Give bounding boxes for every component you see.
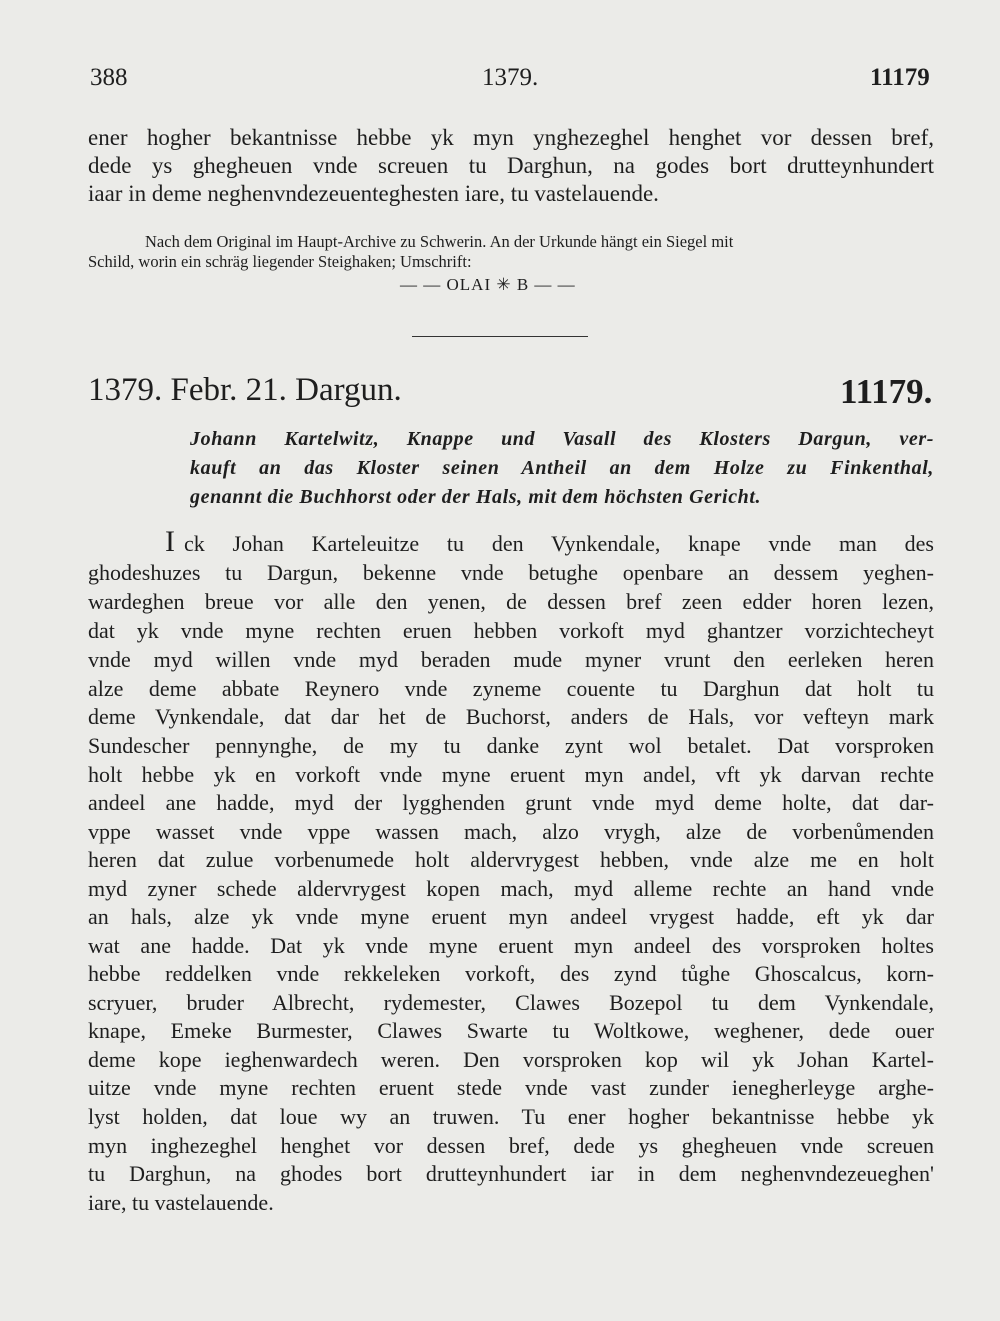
body-line: myd zyner schede aldervrygest kopen mach, myd alleme rechte an hand vnde — [88, 876, 934, 901]
body-line: deme kope ieghenwardech weren. Den vorsproken kop wil yk Johan Kartel- — [88, 1047, 934, 1072]
body-line: ghodeshuzes tu Dargun, bekenne vnde betughe openbare an dessem yeghen- — [88, 560, 934, 585]
body-line: dat yk vnde myne rechten eruen hebben vorkoft myd ghantzer vorzichtecheyt — [88, 618, 934, 643]
document-number: 11179. — [840, 372, 933, 411]
body-line: vppe wasset vnde vppe wassen mach, alzo vrygh, alze de vorbenůmenden — [88, 819, 934, 844]
prev-text-line: dede ys ghegheuen vnde screuen tu Darghun, na godes bort drutteynhundert — [88, 153, 934, 178]
body-line: tu Darghun, na ghodes bort drutteynhundert iar in dem neghenvndezeueghen' — [88, 1161, 934, 1186]
document-date-place: 1379. Febr. 21. Dargun. — [88, 372, 402, 408]
body-line: myn inghezeghel henghet vor dessen bref, dede ys ghegheuen vnde screuen — [88, 1133, 934, 1158]
body-line: wardeghen breue vor alle den yenen, de dessen bref zeen edder horen lezen, — [88, 589, 934, 614]
drop-capital: I — [165, 525, 175, 558]
body-line: vnde myd willen vnde myd beraden mude myner vrunt den eerleken heren — [88, 647, 934, 672]
body-line: lyst holden, dat loue wy an truwen. Tu ener hogher bekantnisse hebbe yk — [88, 1104, 934, 1129]
body-line: scryuer, bruder Albrecht, rydemester, Clawes Bozepol tu dem Vynkendale, — [88, 990, 934, 1015]
body-line: an hals, alze yk vnde myne eruent myn andeel vrygest hadde, eft yk dar — [88, 904, 934, 929]
body-line: heren dat zulue vorbenumede holt aldervrygest hebben, vnde alze me en holt — [88, 847, 934, 872]
prev-text-line: ener hogher bekantnisse hebbe yk myn ynghezeghel henghet vor dessen bref, — [88, 125, 934, 150]
prev-text-line: iaar in deme neghenvndezeuenteghesten iare, tu vastelauende. — [88, 181, 659, 206]
body-line: Sundescher pennynghe, de my tu danke zynt wol betalet. Dat vorsproken — [88, 733, 934, 758]
archive-note-line: Nach dem Original im Haupt-Archive zu Schwerin. An der Urkunde hängt ein Siegel mit — [145, 232, 734, 251]
regest-line: kauft an das Kloster seinen Antheil an dem Holze zu Finkenthal, — [190, 457, 934, 479]
body-line: andeel ane hadde, myd der lygghenden grunt vnde myd deme holte, dat dar- — [88, 790, 934, 815]
section-divider — [412, 336, 588, 337]
body-line: hebbe reddelken vnde rekkeleken vorkoft, des zynd tůghe Ghoscalcus, korn- — [88, 961, 934, 986]
archive-note-line: Schild, worin ein schräg liegender Steighaken; Umschrift: — [88, 252, 472, 271]
seal-inscription: — — OLAI ✳ B — — — [400, 275, 576, 294]
running-year: 1379. — [482, 64, 539, 91]
body-line: uitze vnde myne rechten eruent stede vnde vast zunder ienegherleyge arghe- — [88, 1075, 934, 1100]
body-line: ck Johan Karteleuitze tu den Vynkendale, knape vnde man des — [184, 531, 934, 556]
body-line: knape, Emeke Burmester, Clawes Swarte tu Woltkowe, weghener, dede ouer — [88, 1018, 934, 1043]
body-line: deme Vynkendale, dat dar het de Buchorst, anders de Hals, vor vefteyn mark — [88, 704, 934, 729]
running-doc-number: 11179 — [870, 64, 930, 91]
regest-line: Johann Kartelwitz, Knappe und Vasall des Klosters Dargun, ver- — [190, 428, 934, 450]
regest-line: genannt die Buchhorst oder der Hals, mit dem höchsten Gericht. — [190, 486, 762, 508]
body-line: alze deme abbate Reynero vnde zyneme couente tu Darghun dat holt tu — [88, 676, 934, 701]
body-line: wat ane hadde. Dat yk vnde myne eruent myn andeel des vorsproken holtes — [88, 933, 934, 958]
body-line: holt hebbe yk en vorkoft vnde myne eruent myn andel, vft yk darvan rechte — [88, 762, 934, 787]
body-line: iare, tu vastelauende. — [88, 1190, 274, 1215]
page-number: 388 — [90, 64, 128, 91]
